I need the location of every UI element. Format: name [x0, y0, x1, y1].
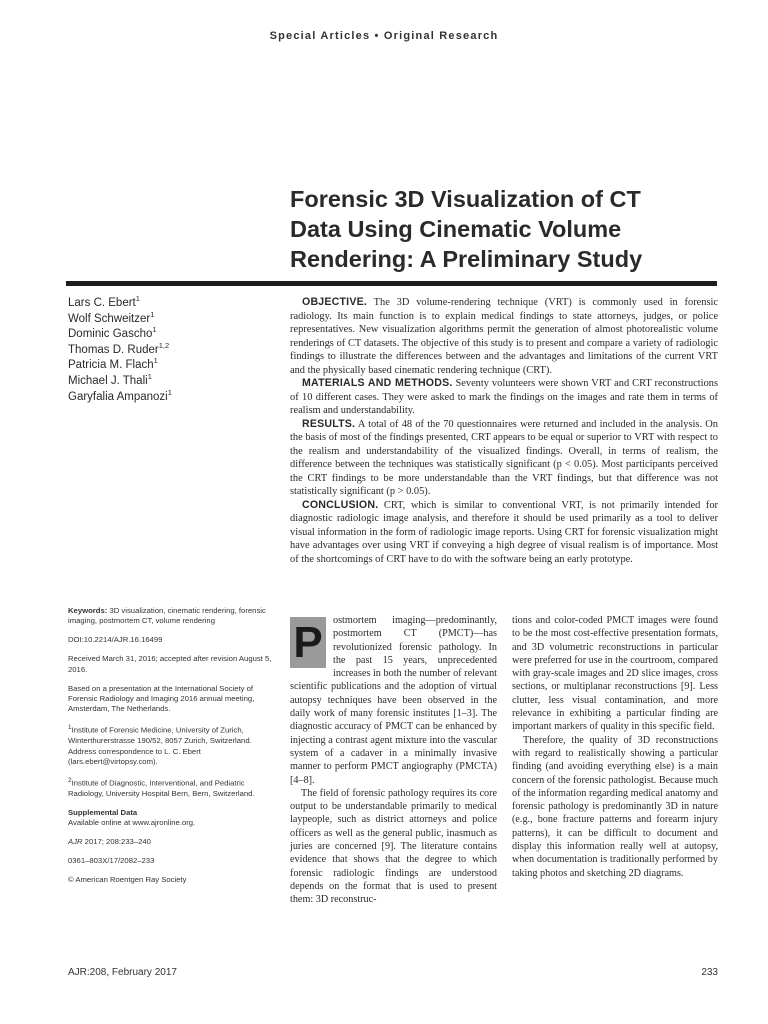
abstract-methods — [290, 377, 718, 418]
author-affiliation-mark: 1 — [135, 294, 140, 304]
abstract-text: The 3D volume-rendering technique (VRT) is commonly used in forensic radiology. Its main function is to explain medical findings to state attorneys, judges, or police representatives. New visualization algorithms permit the generation of almost photorealistic volume renderings of CT datasets. The objective of this study is to present and compare a variety of radiologic findings to illustrate the differences between and the advantages and limitations of the current VRT and the physically based cinematic rendering technique (CRT). — [290, 297, 719, 376]
abstract-conclusion — [290, 499, 718, 567]
author-name: Garyfalia Ampanozi — [68, 390, 168, 403]
author-name: Dominic Gascho — [68, 328, 153, 341]
author-affiliation-mark: 1 — [147, 372, 152, 382]
abstract-text: Seventy volunteers were shown VRT and CRT reconstructions of 10 different cases. They were asked to mark the findings on the images and rate them in terms of realism and understandability. — [290, 378, 718, 416]
author — [68, 309, 278, 328]
affiliation-text: Institute of Forensic Medicine, University of Zurich, Winterthurerstrasse 190/52, 8057 Zurich, Switzerland. Address correspondence to L. C. Ebert (lars.ebert@virtopsy.com). — [68, 725, 252, 767]
author-name: Patricia M. Flach — [68, 359, 154, 372]
abstract-objective — [290, 296, 718, 377]
journal-footer: AJR:208, February 2017 — [68, 967, 177, 978]
author — [68, 358, 278, 374]
author-affiliation-mark: 1 — [153, 356, 158, 366]
drop-cap: P — [290, 617, 326, 668]
author-affiliation-mark: 1,2 — [158, 340, 170, 350]
keywords-label: Keywords: — [68, 606, 108, 615]
abstract-heading: CONCLUSION. — [302, 498, 379, 511]
section-label: Special Articles • Original Research — [269, 30, 499, 42]
copyright: © American Roentgen Ray Society — [68, 874, 187, 884]
abstract — [290, 296, 718, 566]
body-paragraph: tions and color-coded PMCT images were found to be the most cost-effective presentation formats, and 3D volumetric reconstructions in particular were preferred for use in the courtroom, compared with gray-scale images and 2D slice images, cross sections, or multiplanar reconstructions [9]. Less clutter, less visual contamination, and more relevance in exhibiting a particular finding are important markers of quality in this specific field. — [512, 615, 718, 733]
author-name: Wolf Schweitzer — [68, 312, 151, 325]
supplemental-heading: Supplemental Data — [68, 807, 138, 817]
author-affiliation-mark: 1 — [167, 387, 172, 397]
keywords — [68, 606, 276, 627]
author-affiliation-mark: 1 — [152, 325, 157, 335]
affiliation-text: Institute of Diagnostic, Interventional, and Pediatric Radiology, University Hospital Bern, Bern, Switzerland. — [68, 778, 255, 798]
abstract-heading: MATERIALS AND METHODS. — [302, 377, 453, 389]
affiliation-mark: 1 — [68, 724, 72, 732]
body-paragraph: Therefore, the quality of 3D reconstructions with regard to realistically showing a particular finding (and avoiding everything else) is a main concern of the forensic pathologist. Because much of the information regarding medical anatomy and forensic pathology is predominantly 3D in nature (e.g., bone fracture patterns and forearm injury patterns), it can be difficult to document and display this information really well at autopsy, when documentation is traditionally performed by taking photos and sketching 2D diagrams. — [512, 734, 718, 879]
citation-journal: AJR — [68, 837, 83, 847]
presentation-note: Based on a presentation at the International Society of Forensic Radiology and Imaging 2016 annual meeting, Amsterdam, The Netherlands. — [68, 683, 255, 714]
keywords-text: 3D visualization, cinematic rendering, forensic imaging, postmortem CT, volume rendering — [68, 606, 266, 626]
title-line: Data Using Cinematic Volume — [290, 216, 622, 242]
abstract-results — [290, 418, 718, 499]
body-paragraph: The field of forensic pathology requires its core output to be understandable primarily to medical laypeople, such as district attorneys and police officers as well as the general public, inasmuch as juries are concerned [9]. The literature contains evidence that shows that the degree to which forensic radiologic findings are understood depends on the format that is used to present them: 3D reconstruc- — [290, 787, 497, 906]
article-title — [290, 184, 760, 274]
title-line: Forensic 3D Visualization of CT — [290, 186, 641, 212]
affiliation-2 — [68, 776, 276, 799]
issn: 0361–803X/17/2082–233 — [68, 856, 155, 866]
author-affiliation-mark: 1 — [150, 309, 155, 319]
article-info-sidebar — [68, 606, 276, 894]
doi: DOI:10.2214/AJR.16.16499 — [68, 635, 163, 645]
author — [68, 327, 278, 343]
title-line: Rendering: A Preliminary Study — [290, 246, 643, 272]
title-divider — [66, 281, 717, 286]
received-dates: Received March 31, 2016; accepted after revision August 5, 2016. — [68, 654, 272, 674]
author — [68, 340, 278, 359]
author-name: Thomas D. Ruder — [68, 343, 159, 356]
author-name: Lars C. Ebert — [68, 297, 136, 309]
body-column-1 — [290, 614, 497, 907]
author-list — [68, 296, 278, 405]
citation — [68, 837, 276, 847]
affiliation-1 — [68, 723, 276, 767]
citation-details: 2017; 208:233–240 — [82, 837, 151, 847]
supplemental-data — [68, 808, 276, 829]
page-number: 233 — [701, 967, 718, 978]
author-name: Michael J. Thali — [68, 374, 148, 387]
body-column-2 — [512, 614, 718, 880]
abstract-heading: RESULTS. — [302, 417, 356, 430]
abstract-heading: OBJECTIVE. — [302, 296, 367, 308]
abstract-text: CRT, which is similar to conventional VRT, is not primarily intended for diagnostic radiologic image analysis, and therefore it should be used primarily as a tool to deliver visual information in the form of radiologic image reports. Using CRT for forensic visualization might have advantages over using VRT if conveying a high degree of visual realism is of importance. Most of the shortcomings of CRT have to do with the software being an early prototype. — [290, 499, 718, 565]
body-paragraph: ostmortem imaging—predominantly, postmortem CT (PMCT)—has revolutionized forensic pathology. In the past 15 years, unprecedented increases in both the number of relevant scientific publications and the adoption of virtual autopsy techniques have been observed in the daily work of many forensic institutes [1–3]. The diagnostic accuracy of PMCT can be enhanced by injecting a contrast agent mixture into the vascular system of a cadaver in a minimally invasive manner to perform PMCT angiography (PMCTA) [4–8]. — [290, 615, 497, 786]
author — [68, 387, 278, 406]
author — [68, 374, 278, 390]
affiliation-mark: 2 — [68, 776, 72, 784]
supplemental-text: Available online at www.ajronline.org. — [68, 818, 196, 828]
abstract-text: A total of 48 of the 70 questionnaires were returned and included in the analysis. On the basis of most of the findings presented, CRT appears to be equal or superior to VRT with respect to the realism and understandability of the visualized findings. Overall, in terms of realism, the difference between the techniques was statistically significant (p < 0.05). Most participants perceived the CRT findings to be more understandable than the VRT findings, but that difference was not statistically significant (p > 0.05). — [290, 418, 718, 497]
author — [68, 296, 278, 312]
